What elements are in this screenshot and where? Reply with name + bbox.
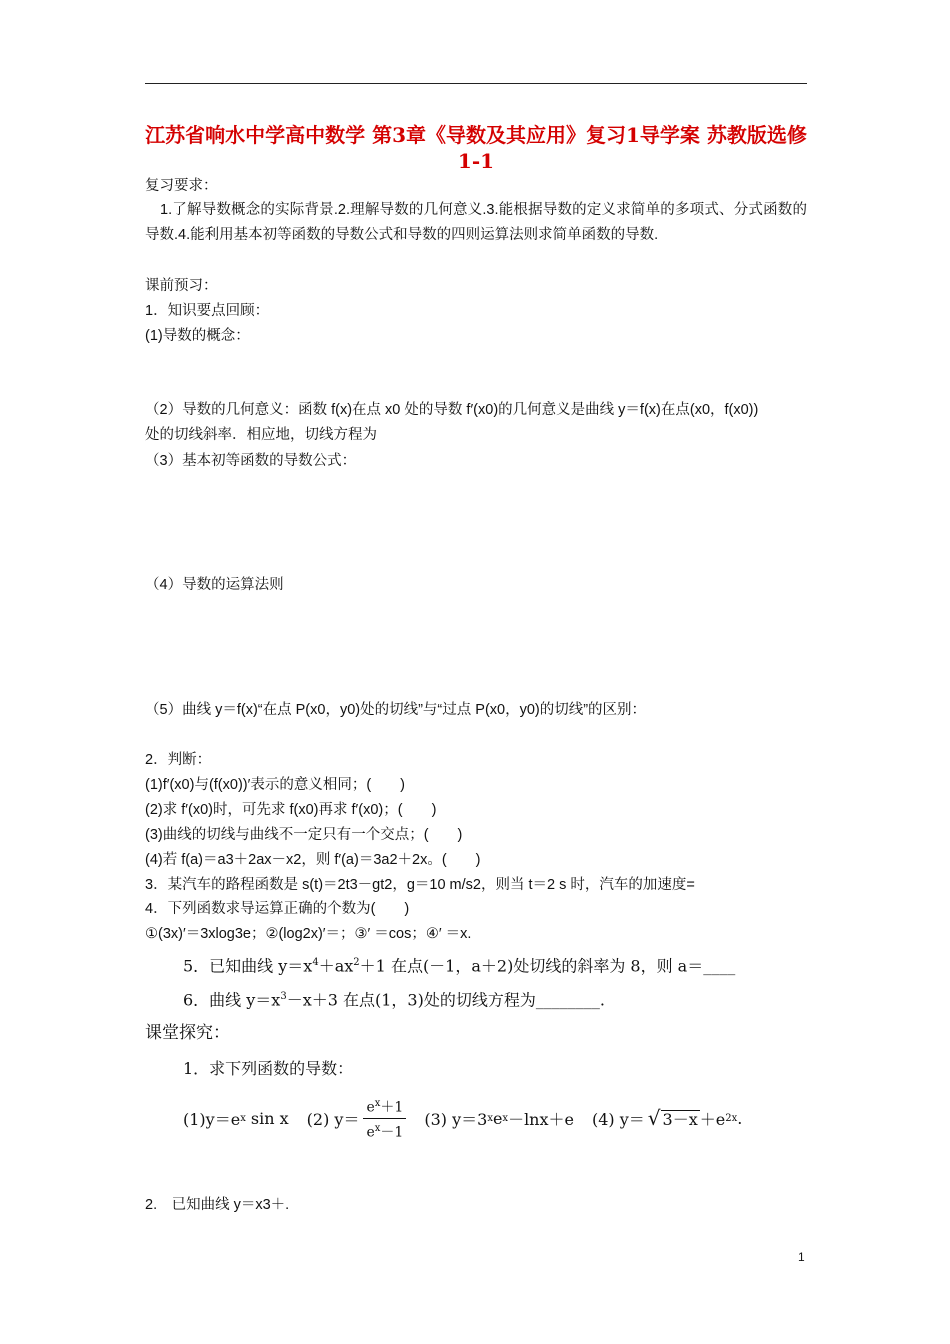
question-6: 6．曲线 $y=x^3-x+3$ 在点(1，3)处的切线方程为________.	[183, 990, 605, 1010]
exercise-1-formulas	[183, 1093, 803, 1143]
formula-1: (1)y＝e x sin x	[183, 1108, 289, 1129]
exercise-1-heading: 1．求下列函数的导数：	[183, 1059, 354, 1078]
fraction: $\frac{e^x+1}{e^x-1}$	[363, 1095, 406, 1141]
kp-basic-formulas: （3）基本初等函数的导数公式：	[145, 453, 357, 469]
square-root-icon: √ 3－x	[647, 1106, 698, 1130]
question-4-options: ①(3x)′＝3xlog3e；②(log2x)′＝；③′ ＝cos；④′ ＝x.	[145, 926, 472, 942]
preview-heading: 课前预习：	[145, 278, 218, 294]
judge-heading: 2．判断：	[145, 752, 212, 768]
judge-item: (3)曲线的切线与曲线不一定只有一个交点；( )	[145, 827, 463, 843]
knowledge-points-heading: 1．知识要点回顾：	[145, 303, 270, 319]
formula-3: (3) y＝3 x e x －lnx＋e	[424, 1108, 574, 1129]
question-5: 5．已知曲线 $y=x^4+ax^2+1$ 在点(－1，a＋2)处切线的斜率为 8，则 a＝____	[183, 956, 736, 976]
kp-geometric-meaning-line2: 处的切线斜率．相应地，切线方程为	[145, 427, 377, 443]
review-requirements-heading: 复习要求：	[145, 178, 218, 194]
kp-tangent-difference: （5）曲线 y＝f(x)“在点 P(x0，y0)处的切线”与“过点 P(x0，y0)的切线”的区别：	[145, 702, 647, 718]
header-rule	[145, 83, 807, 84]
kp-geometric-meaning-line1: （2）导数的几何意义：函数 f(x)在点 x0 处的导数 f′(x0)的几何意义是曲线 y＝f(x)在点(x0，f(x0))	[145, 402, 759, 418]
kp-derivative-concept: (1)导数的概念：	[145, 328, 250, 344]
review-requirements-text: 1.了解导数概念的实际背景.2.理解导数的几何意义.3.能根据导数的定义求简单的多项式、分式函数的导数.4.能利用基本初等函数的导数公式和导数的四则运算法则求简单函数的导数.	[145, 202, 807, 243]
exercise-2: 2. 已知曲线 y＝x3＋.	[145, 1197, 290, 1213]
kp-operation-rules: （4）导数的运算法则	[145, 577, 284, 593]
judge-item: (2)求 f′(x0)时，可先求 f(x0)再求 f′(x0)；( )	[145, 802, 437, 818]
document-title: 江苏省响水中学高中数学 第3章《导数及其应用》复习1导学案 苏教版选修1-1	[145, 123, 807, 173]
formula-2: (2) y＝ $\frac{e^x+1}{e^x-1}$	[307, 1095, 407, 1141]
class-exploration-heading: 课堂探究：	[145, 1023, 230, 1043]
question-4: 4．下列函数求导运算正确的个数为( )	[145, 901, 410, 917]
judge-item: (1)f′(x0)与(f(x0))′表示的意义相同；( )	[145, 777, 405, 793]
question-3: 3．某汽车的路程函数是 s(t)＝2t3－gt2，g＝10 m/s2，则当 t＝2 s 时，汽车的加速度=	[145, 877, 695, 893]
formula-4: (4) y＝ √ 3－x ＋e 2x .	[591, 1106, 743, 1130]
page-number: 1	[798, 1250, 805, 1264]
judge-item: (4)若 f(a)＝a3＋2ax－x2，则 f′(a)＝3a2＋2x。( )	[145, 852, 481, 868]
